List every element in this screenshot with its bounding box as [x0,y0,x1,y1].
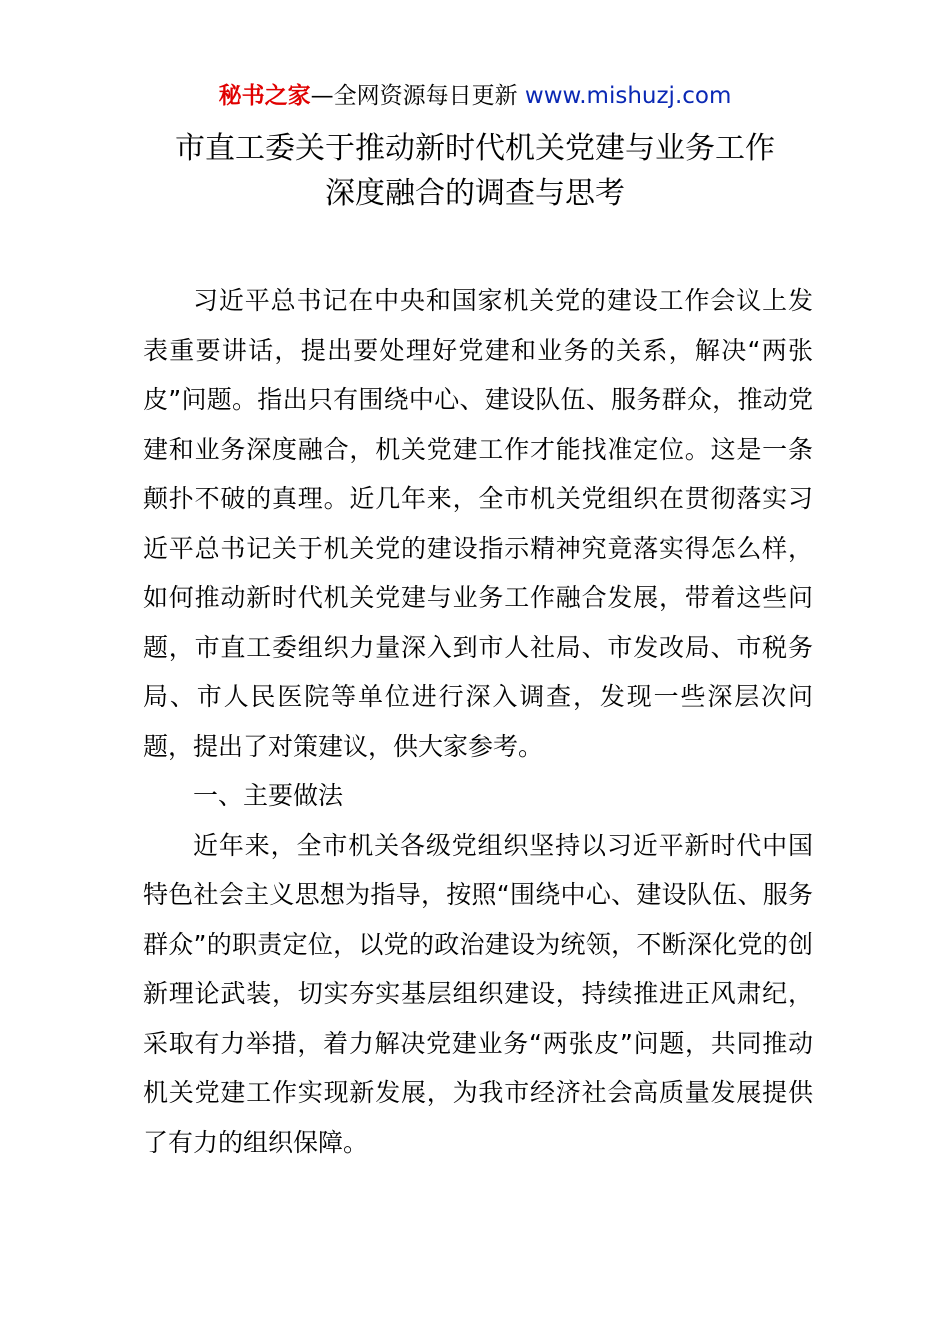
title-line-2: 深度融合的调查与思考 [325,176,625,211]
document-body [143,276,813,1167]
body-paragraph-practice: 近年来，全市机关各级党组织坚持以习近平新时代中国特色社会主义思想为指导，按照“围绕中心、建设队伍、服务群众”的职责定位，以党的政治建设为统领，不断深化党的创新理论武装，切实夯实基层组织建设，持续推进正风肃纪，采取有力举措，着力解决党建业务“两张皮”问题，共同推动机关党建工作实现新发展，为我市经济社会高质量发展提供了有力的组织保障。 [143,830,813,1157]
body-paragraph-intro: 习近平总书记在中央和国家机关党的建设工作会议上发表重要讲话，提出要处理好党建和业务的关系，解决“两张皮”问题。指出只有围绕中心、建设队伍、服务群众，推动党建和业务深度融合，机关党建工作才能找准定位。这是一条颠扑不破的真理。近几年来，全市机关党组织在贯彻落实习近平总书记关于机关党的建设指示精神究竟落实得怎么样，如何推动新时代机关党建与业务工作融合发展，带着这些问题，市直工委组织力量深入到市人社局、市发改局、市税务局、市人民医院等单位进行深入调查，发现一些深层次问题，提出了对策建议，供大家参考。 [143,286,813,761]
document-title [0,126,950,216]
site-url-link[interactable]: www.mishuzj.com [524,83,732,109]
site-tagline: —全网资源每日更新 [310,83,525,109]
site-header [0,80,950,112]
section-heading: 一、主要做法 [193,781,344,810]
title-line-1: 市直工委关于推动新时代机关党建与业务工作 [175,131,775,166]
site-brand: 秘书之家 [218,83,311,109]
